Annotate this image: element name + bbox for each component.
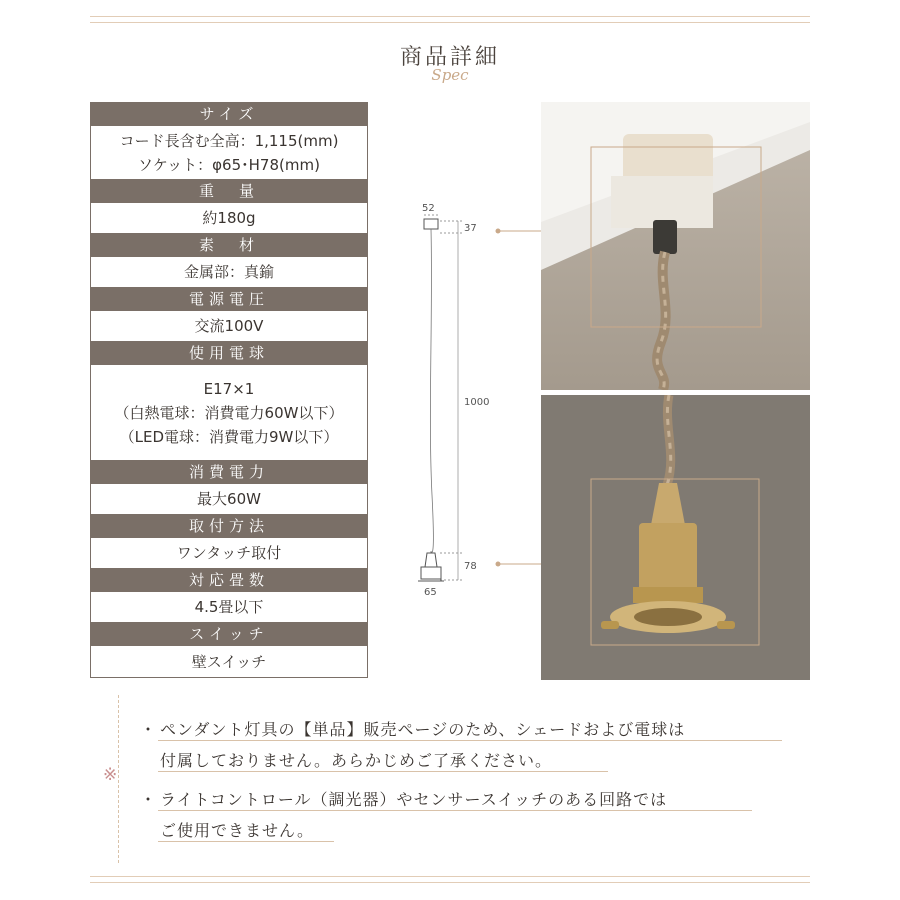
spec-header-bulb: 使用電球 xyxy=(91,342,367,365)
spec-header-voltage: 電源電圧 xyxy=(91,288,367,311)
spec-value-line: （白熱電球：消費電力60W以下） xyxy=(114,403,344,422)
bottom-rule xyxy=(90,882,810,883)
spec-value-line: 最大60W xyxy=(197,490,261,508)
spec-value-power xyxy=(91,484,367,515)
spec-header-weight: 重 量 xyxy=(91,180,367,203)
page-title: 商品詳細 xyxy=(399,45,500,70)
spec-value-line: 壁スイッチ xyxy=(191,652,267,671)
notes-dashed-line xyxy=(118,695,120,863)
spec-value-line: （LED電球：消費電力9W以下） xyxy=(119,427,339,446)
dim-top-height: 37 xyxy=(464,223,477,234)
photo-socket xyxy=(541,395,810,680)
spec-value-line: ワンタッチ取付 xyxy=(176,544,282,562)
note-bullet: ・ xyxy=(140,720,157,739)
spec-header-size: サイズ xyxy=(91,103,367,126)
note-underline xyxy=(158,841,334,842)
top-rule xyxy=(90,16,810,17)
spec-value-size xyxy=(91,126,367,180)
photo-canopy xyxy=(541,102,810,390)
spec-value-weight xyxy=(91,203,367,234)
spec-value-switch xyxy=(91,646,367,677)
spec-value-voltage xyxy=(91,311,367,342)
spec-value-bulb xyxy=(91,365,367,461)
note-underline xyxy=(158,771,608,772)
spec-value-line: 金属部：真鍮 xyxy=(183,263,274,281)
dim-socket-width: 65 xyxy=(424,587,437,598)
note-line-1: ペンダント灯具の【単品】販売ページのため、シェードおよび電球は xyxy=(160,720,686,739)
spec-value-line: 約180g xyxy=(202,209,256,227)
spec-header-material: 素 材 xyxy=(91,234,367,257)
spec-table xyxy=(90,102,368,678)
note-underline xyxy=(158,810,752,811)
bottom-rule-inner xyxy=(90,876,810,877)
top-rule-inner xyxy=(90,22,810,23)
spec-header-switch: スイッチ xyxy=(91,623,367,646)
spec-header-power: 消費電力 xyxy=(91,461,367,484)
canopy-illustration xyxy=(541,102,810,390)
note-bullet: ・ xyxy=(140,790,157,809)
note-line-3: ライトコントロール（調光器）やセンサースイッチのある回路では xyxy=(160,790,668,809)
spec-value-material xyxy=(91,257,367,288)
dim-top-width: 52 xyxy=(422,203,435,214)
page-subtitle: Spec xyxy=(431,66,469,84)
socket-illustration xyxy=(541,395,810,680)
spec-value-line: 4.5畳以下 xyxy=(194,598,264,616)
spec-value-line: E17×1 xyxy=(203,379,255,398)
note-underline xyxy=(158,740,782,741)
spec-value-mount xyxy=(91,538,367,569)
spec-header-room: 対応畳数 xyxy=(91,569,367,592)
note-line-2: 付属しておりません。あらかじめご了承ください。 xyxy=(160,751,552,770)
note-line-4: ご使用できません。 xyxy=(160,821,314,840)
spec-header-mount: 取付方法 xyxy=(91,515,367,538)
dim-socket-height: 78 xyxy=(464,561,477,572)
spec-value-line: コード長含む全高：1,115(mm) xyxy=(119,131,339,150)
dim-cord-length: 1000 xyxy=(464,397,490,408)
socket-ring xyxy=(421,567,441,579)
spec-value-room xyxy=(91,592,367,623)
canopy-shape xyxy=(424,219,438,229)
spec-value-line: ソケット：φ65･H78(mm) xyxy=(138,155,320,174)
socket-shape xyxy=(425,553,437,567)
spec-value-line: 交流100V xyxy=(194,317,264,335)
notes-mark: ※ xyxy=(103,765,118,785)
cord-line xyxy=(430,229,433,553)
